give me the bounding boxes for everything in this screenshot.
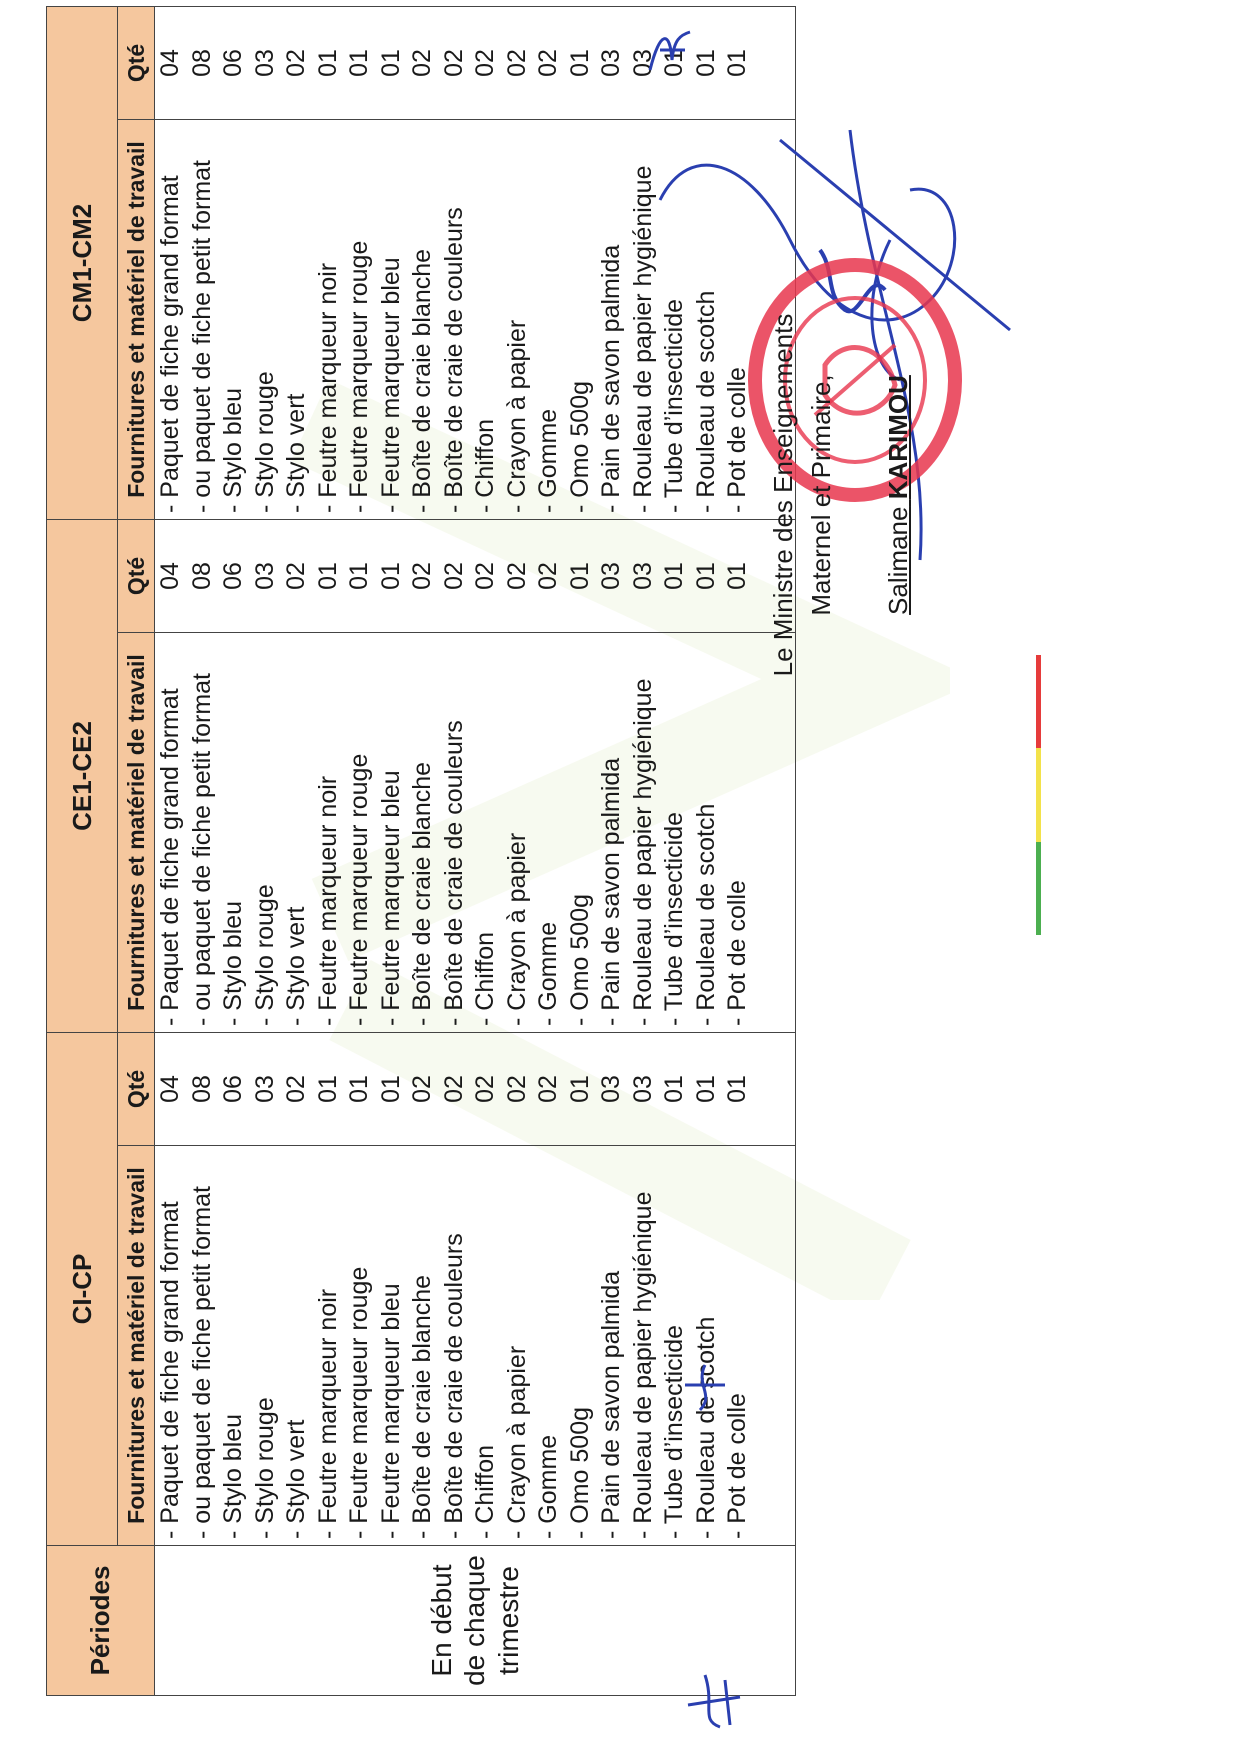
supply-item: - Feutre marqueur noir bbox=[313, 775, 342, 1026]
supply-item: - Gomme bbox=[534, 408, 562, 513]
supply-qty: 02 bbox=[471, 49, 499, 77]
item-header: Fournitures et matériel de travail bbox=[118, 1146, 155, 1546]
supply-qty: 02 bbox=[408, 49, 436, 77]
periods-header: Périodes bbox=[47, 1546, 155, 1696]
supply-qty: 01 bbox=[660, 49, 688, 77]
supply-qty: 03 bbox=[597, 49, 625, 77]
supply-item: - ou paquet de fiche petit format bbox=[187, 159, 216, 513]
supply-item: - Chiffon bbox=[471, 931, 499, 1026]
supply-qty: 01 bbox=[345, 49, 373, 77]
supply-qty: 01 bbox=[723, 1075, 751, 1103]
supply-qty: 01 bbox=[565, 1075, 594, 1103]
flag-color-bar bbox=[1036, 655, 1041, 935]
supply-item: - Gomme bbox=[534, 921, 562, 1026]
supply-qty: 08 bbox=[187, 1075, 216, 1103]
supply-qty: 01 bbox=[376, 1075, 405, 1103]
supply-qty: 08 bbox=[187, 562, 216, 590]
supply-item: - Stylo rouge bbox=[250, 1397, 279, 1539]
supply-item: - Boîte de craie blanche bbox=[408, 1274, 436, 1539]
supply-qty: 01 bbox=[660, 562, 688, 590]
supply-item: - Stylo bleu bbox=[219, 387, 247, 513]
signatory-title-line2: Maternel et Primaire, bbox=[805, 374, 836, 616]
supply-item: - Tube d’insecticide bbox=[660, 811, 688, 1026]
supply-item: - Stylo bleu bbox=[219, 1413, 247, 1539]
supply-qty: 01 bbox=[345, 1075, 373, 1103]
supply-item: - Feutre marqueur rouge bbox=[345, 240, 373, 513]
level-header-ce1-ce2: CE1-CE2 bbox=[47, 519, 118, 1032]
supply-qty: 02 bbox=[439, 1075, 468, 1103]
supply-qty: 02 bbox=[534, 562, 562, 590]
flag-yellow-segment bbox=[1036, 748, 1041, 841]
item-header: Fournitures et matériel de travail bbox=[118, 119, 155, 519]
supply-item: - Stylo bleu bbox=[219, 900, 247, 1026]
supply-item: - Pot de colle bbox=[723, 367, 751, 513]
supply-qty: 01 bbox=[691, 49, 720, 77]
supply-qty: 04 bbox=[156, 49, 184, 77]
supply-item: - Rouleau de scotch bbox=[691, 803, 720, 1026]
supply-item: - Omo 500g bbox=[565, 893, 594, 1026]
level-header-cm1-cm2: CM1-CM2 bbox=[47, 6, 118, 519]
initials-mark-top bbox=[640, 20, 700, 80]
supply-item: - Feutre marqueur bleu bbox=[376, 770, 405, 1026]
supply-qty: 02 bbox=[502, 49, 531, 77]
supply-item: - Omo 500g bbox=[565, 1406, 594, 1539]
signatory-name bbox=[880, 235, 918, 755]
signatory-title-line1: Le Ministre des Enseignements bbox=[768, 313, 798, 677]
supply-item: - Stylo vert bbox=[282, 906, 310, 1026]
supply-item: - Tube d’insecticide bbox=[660, 298, 688, 513]
supply-qty: 03 bbox=[597, 562, 625, 590]
supply-qty: 02 bbox=[439, 562, 468, 590]
supply-item: - Crayon à papier bbox=[502, 319, 531, 513]
supply-qty: 04 bbox=[156, 1075, 184, 1103]
signatory-first-name: Salimane bbox=[883, 506, 914, 615]
supply-qty: 02 bbox=[408, 1075, 436, 1103]
qty-header: Qté bbox=[118, 1033, 155, 1146]
flag-red-segment bbox=[1036, 655, 1041, 748]
supply-item: - Crayon à papier bbox=[502, 1345, 531, 1539]
supply-qty: 01 bbox=[660, 1075, 688, 1103]
supply-item: - Chiffon bbox=[471, 418, 499, 513]
supply-item: - Boîte de craie de couleurs bbox=[439, 720, 468, 1026]
supply-item: - Rouleau de papier hygiénique bbox=[628, 678, 657, 1026]
signature-block bbox=[765, 235, 995, 755]
supply-item: - Pain de savon palmida bbox=[597, 757, 625, 1026]
supply-qty: 01 bbox=[723, 49, 751, 77]
supply-item: - Stylo rouge bbox=[250, 371, 279, 513]
supply-item: - Rouleau de papier hygiénique bbox=[628, 1191, 657, 1539]
supply-item: - Omo 500g bbox=[565, 380, 594, 513]
supply-item: - Paquet de fiche grand format bbox=[156, 175, 184, 513]
supply-item: - ou paquet de fiche petit format bbox=[187, 673, 216, 1026]
supply-item: - Gomme bbox=[534, 1434, 562, 1539]
supply-qty: 03 bbox=[250, 562, 279, 590]
supply-item: - Boîte de craie de couleurs bbox=[439, 207, 468, 513]
supply-qty: 02 bbox=[534, 49, 562, 77]
supply-item: - Crayon à papier bbox=[502, 832, 531, 1026]
supply-item: - Paquet de fiche grand format bbox=[156, 688, 184, 1026]
supply-item: - Paquet de fiche grand format bbox=[156, 1201, 184, 1539]
supply-qty: 03 bbox=[250, 49, 279, 77]
supply-item: - Boîte de craie blanche bbox=[408, 248, 436, 513]
supply-qty: 01 bbox=[565, 562, 594, 590]
supply-qty: 02 bbox=[502, 562, 531, 590]
initials-mark-bottom bbox=[680, 1665, 750, 1735]
supply-item: - Stylo rouge bbox=[250, 884, 279, 1026]
supply-qty: 02 bbox=[471, 562, 499, 590]
qty-header: Qté bbox=[118, 519, 155, 632]
supply-qty: 01 bbox=[345, 562, 373, 590]
supply-item: - Feutre marqueur rouge bbox=[345, 1266, 373, 1539]
supply-qty: 01 bbox=[723, 562, 751, 590]
items-list-ci-cp bbox=[155, 1146, 796, 1546]
supply-item: - Feutre marqueur bleu bbox=[376, 1283, 405, 1539]
supply-item: - Boîte de craie de couleurs bbox=[439, 1233, 468, 1539]
supply-qty: 01 bbox=[313, 1075, 342, 1103]
initials-mark-middle bbox=[675, 1355, 735, 1415]
supply-item: - Chiffon bbox=[471, 1444, 499, 1539]
supply-qty: 02 bbox=[282, 49, 310, 77]
supply-qty: 03 bbox=[628, 1075, 657, 1103]
supply-qty: 03 bbox=[628, 49, 657, 77]
supply-qty: 02 bbox=[439, 49, 468, 77]
qty-header: Qté bbox=[118, 6, 155, 119]
supply-qty: 03 bbox=[628, 562, 657, 590]
supply-item: - Pot de colle bbox=[723, 1393, 751, 1539]
supply-qty: 01 bbox=[691, 1075, 720, 1103]
supply-qty: 04 bbox=[156, 562, 184, 590]
supply-item: - Feutre marqueur noir bbox=[313, 1288, 342, 1539]
supply-item: - Stylo vert bbox=[282, 393, 310, 513]
supply-item: - Pain de savon palmida bbox=[597, 1270, 625, 1539]
flag-green-segment bbox=[1036, 842, 1041, 935]
supply-qty: 02 bbox=[534, 1075, 562, 1103]
supply-qty: 01 bbox=[376, 49, 405, 77]
supply-item: - Pot de colle bbox=[723, 880, 751, 1026]
supply-item: - ou paquet de fiche petit format bbox=[187, 1186, 216, 1539]
supply-qty: 08 bbox=[187, 49, 216, 77]
supply-item: - Stylo vert bbox=[282, 1419, 310, 1539]
supply-item: - Feutre marqueur bleu bbox=[376, 257, 405, 513]
supply-item: - Tube d’insecticide bbox=[660, 1324, 688, 1539]
supply-qty: 02 bbox=[282, 1075, 310, 1103]
supply-qty: 01 bbox=[313, 49, 342, 77]
supply-item: - Feutre marqueur rouge bbox=[345, 753, 373, 1026]
supply-qty: 03 bbox=[250, 1075, 279, 1103]
period-cell: En début de chaque trimestre bbox=[155, 1546, 796, 1696]
items-list-ce1-ce2 bbox=[155, 633, 796, 1033]
level-header-ci-cp: CI-CP bbox=[47, 1033, 118, 1546]
supply-qty: 06 bbox=[219, 562, 247, 590]
supply-item: - Boîte de craie blanche bbox=[408, 761, 436, 1026]
supply-item: - Rouleau de papier hygiénique bbox=[628, 165, 657, 513]
signatory-last-name: KARIMOU bbox=[883, 375, 914, 500]
supply-qty: 02 bbox=[502, 1075, 531, 1103]
supply-qty: 02 bbox=[282, 562, 310, 590]
supply-qty: 01 bbox=[376, 562, 405, 590]
item-header: Fournitures et matériel de travail bbox=[118, 633, 155, 1033]
supply-item: - Feutre marqueur noir bbox=[313, 262, 342, 513]
supply-qty: 01 bbox=[691, 562, 720, 590]
supply-qty: 02 bbox=[471, 1075, 499, 1103]
supply-qty: 01 bbox=[313, 562, 342, 590]
supply-qty: 06 bbox=[219, 1075, 247, 1103]
qty-list-ci-cp bbox=[155, 1033, 796, 1146]
supply-qty: 01 bbox=[565, 49, 594, 77]
supply-qty: 03 bbox=[597, 1075, 625, 1103]
supply-item: - Pain de savon palmida bbox=[597, 244, 625, 513]
supply-item: - Rouleau de scotch bbox=[691, 290, 720, 513]
supply-qty: 06 bbox=[219, 49, 247, 77]
supply-qty: 02 bbox=[408, 562, 436, 590]
supply-item: - Rouleau de scotch bbox=[691, 1316, 720, 1539]
